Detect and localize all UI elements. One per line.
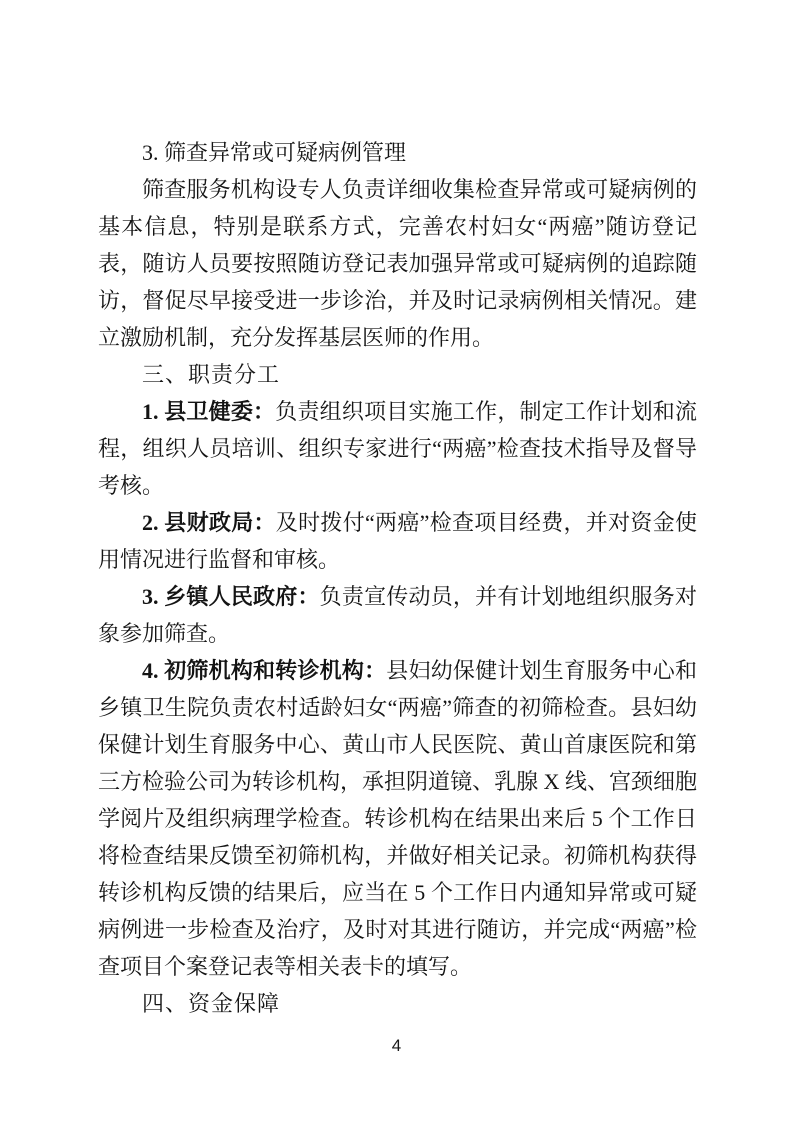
paragraph-case-management: 筛查服务机构设专人负责详细收集检查异常或可疑病例的基本信息，特别是联系方式，完善农村妇女“两癌”随访登记表，随访人员要按照随访登记表加强异常或可疑病例的追踪随访，督促尽早接受进一步诊治，并及时记录病例相关情况。建立激励机制，充分发挥基层医师的作用。	[98, 177, 697, 350]
paragraph-duty-screening-institutions	[98, 652, 697, 985]
page-number: 4	[391, 1036, 402, 1055]
duty-health-commission-text: 负责组织项目实施工作，制定工作计划和流程，组织人员培训、组织专家进行“两癌”检查技术指导及督导考核。	[98, 399, 697, 498]
duty-township-government-text: 负责宣传动员，并有计划地组织服务对象参加筛查。	[98, 584, 697, 646]
duty-screening-institutions-text: 县妇幼保健计划生育服务中心和乡镇卫生院负责农村适龄妇女“两癌”筛查的初筛检查。县妇幼保健计划生育服务中心、黄山市人民医院、黄山首康医院和第三方检验公司为转诊机构，承担阴道镜、乳腺 X 线、宫颈细胞学阅片及组织病理学检查。转诊机构在结果出来后 5 个工作日将检查结果反馈至初筛机构，并做好相关记录。初筛机构获得转诊机构反馈的结果后，应当在 5 个工作日内通知异常或可疑病例进一步检查及治疗，及时对其进行随访，并完成“两癌”检查项目个案登记表等相关表卡的填写。	[98, 658, 697, 979]
duty-township-government-label: 3. 乡镇人民政府：	[142, 584, 320, 609]
document-content	[98, 134, 697, 1022]
heading-case-management: 3. 筛查异常或可疑病例管理	[142, 140, 407, 165]
duty-finance-bureau-text: 及时拨付“两癌”检查项目经费，并对资金使用情况进行监督和审核。	[98, 510, 697, 572]
duty-health-commission-label: 1. 县卫健委：	[142, 399, 276, 424]
paragraph-duty-finance-bureau	[98, 504, 697, 578]
duty-finance-bureau-label: 2. 县财政局：	[142, 510, 276, 535]
heading-duties: 三、职责分工	[142, 362, 281, 387]
duty-screening-institutions-label: 4. 初筛机构和转诊机构：	[142, 658, 387, 683]
paragraph-duty-health-commission	[98, 393, 697, 504]
paragraph-duty-township-government	[98, 578, 697, 652]
heading-funding: 四、资金保障	[142, 991, 281, 1016]
